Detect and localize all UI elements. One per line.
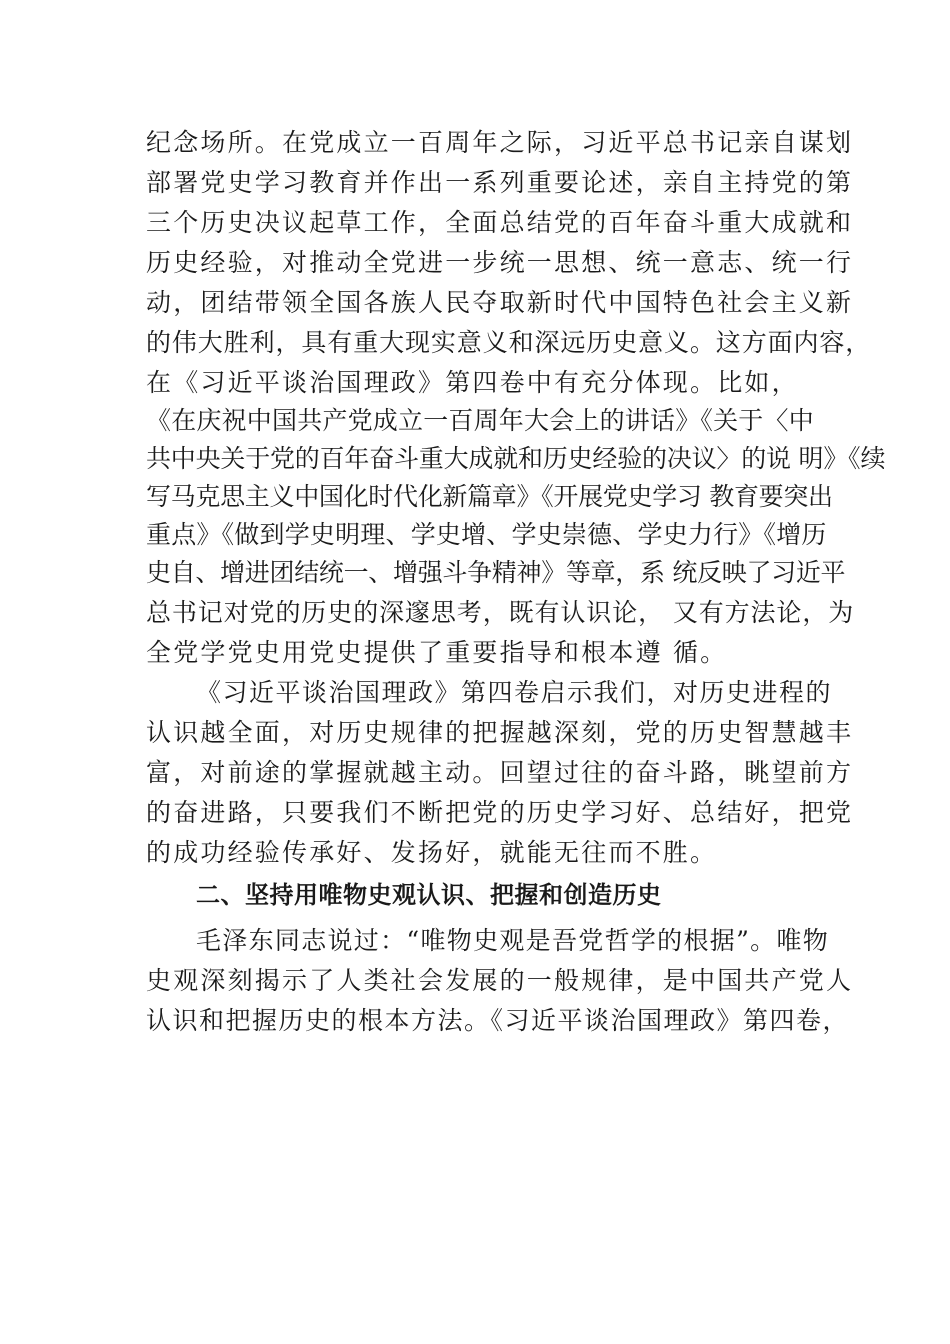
paragraph-1-line-7: 在《习近平谈治国理政》第四卷中有充分体现。比如，: [146, 368, 799, 397]
paragraph-1-line-2: 部署党史学习教育并作出一系列重要论述，亲自主持党的第: [146, 168, 854, 197]
paragraph-3-line-1: 毛泽东同志说过：“唯物史观是吾党哲学的根据”。唯物: [196, 926, 830, 955]
paragraph-2-line-3: 富，对前途的掌握就越主动。回望过往的奋斗路，眺望前方: [146, 758, 854, 787]
paragraph-1-line-14: 全党学党史用党史提供了重要指导和根本遵 循。: [146, 638, 728, 667]
paragraph-2-line-4: 的奋进路，只要我们不断把党的历史学习好、总结好，把党: [146, 798, 854, 827]
paragraph-1-line-5: 动，团结带领全国各族人民夺取新时代中国特色社会主义新: [146, 288, 854, 317]
paragraph-1-line-13: 总书记对党的历史的深邃思考，既有认识论， 又有方法论，为: [146, 598, 855, 627]
paragraph-3-line-3: 认识和把握历史的根本方法。《习近平谈治国理政》第四卷，: [146, 1006, 850, 1035]
paragraph-2-line-2: 认识越全面，对历史规律的把握越深刻，党的历史智慧越丰: [146, 718, 854, 747]
paragraph-3-line-2: 史观深刻揭示了人类社会发展的一般规律，是中国共产党人: [146, 966, 854, 995]
section-heading: 二、坚持用唯物史观认识、把握和创造历史: [196, 881, 662, 909]
paragraph-1-line-10: 写马克思主义中国化时代化新篇章》《开展党史学习 教育要突出: [146, 482, 833, 511]
paragraph-1-line-6: 的伟大胜利，具有重大现实意义和深远历史意义。这方面内容，: [146, 328, 872, 357]
paragraph-1-line-11: 重点》《做到学史明理、学史增、学史崇德、学史力行》《增历: [146, 520, 827, 549]
paragraph-2-line-5: 的成功经验传承好、发扬好，就能无往而不胜。: [146, 838, 718, 867]
paragraph-1-line-4: 历史经验，对推动全党进一步统一思想、统一意志、统一行: [146, 248, 854, 277]
paragraph-1-line-8: 《在庆祝中国共产党成立一百周年大会上的讲话》《关于〈中: [146, 406, 814, 435]
paragraph-1-line-9: 共中央关于党的百年奋斗重大成就和历史经验的决议〉的说 明》《续: [146, 444, 886, 473]
paragraph-1-line-3: 三个历史决议起草工作，全面总结党的百年奋斗重大成就和: [146, 208, 854, 237]
paragraph-1-line-1: 纪念场所。在党成立一百周年之际，习近平总书记亲自谋划: [146, 128, 854, 157]
paragraph-2-line-1: 《习近平谈治国理政》第四卷启示我们，对历史进程的: [196, 678, 833, 707]
paragraph-1-line-12: 史自、增进团结统一、增强斗争精神》等章，系 统反映了习近平: [146, 558, 846, 587]
